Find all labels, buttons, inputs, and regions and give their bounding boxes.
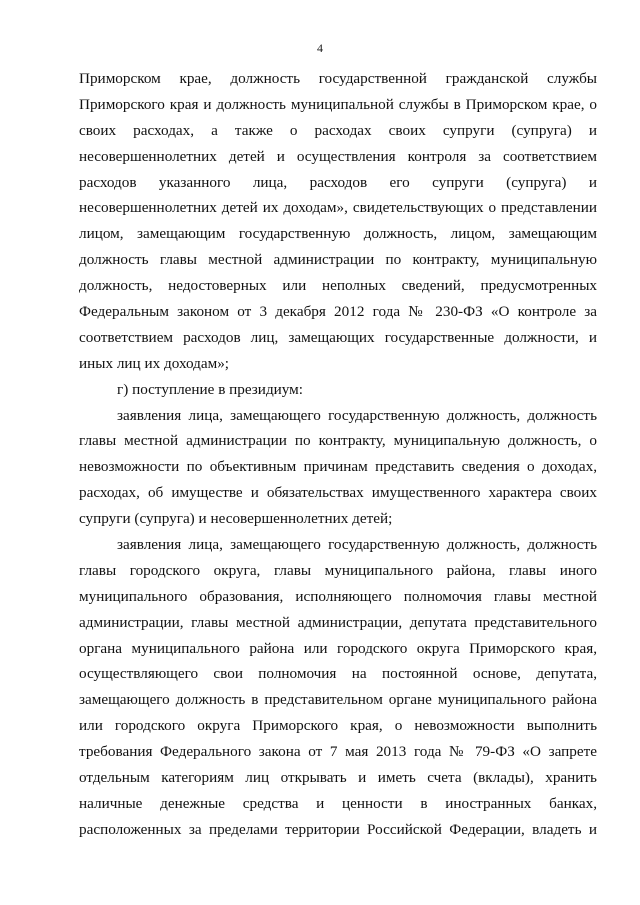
text-line: администрации, главы местной администрации, депутата представительного [79,613,597,631]
text-line: главы местной администрации по контракту, муниципальную должность, о [79,432,597,450]
text-line: иных лиц их доходам»; [79,354,230,372]
text-line: осуществляющего свои полномочия на постоянной основе, депутата, [79,665,597,683]
text-line: отдельным категориям лиц открывать и иметь счета (вклады), хранить [79,769,597,787]
text-line: заявления лица, замещающего государственную должность, должность [117,406,597,424]
text-line: заявления лица, замещающего государственную должность, должность [117,536,597,554]
text-line: г) поступление в президиум: [117,380,304,398]
text-line: Приморском крае, должность государственной гражданской службы [79,70,597,87]
text-line: должность, недостоверных или неполных сведений, предусмотренных [79,277,597,295]
text-line: или городского округа Приморского края, о невозможности выполнить [79,717,597,735]
text-line: главы городского округа, главы муниципального района, главы иного [79,561,597,579]
text-line: своих расходах, а также о расходах своих супруги (супруга) и [79,121,597,139]
text-line: Федеральным законом от 3 декабря 2012 года № 230-ФЗ «О контроле за [79,303,597,321]
text-line: невозможности по объективным причинам представить сведения о доходах, [79,458,597,476]
text-line: муниципального образования, исполняющего полномочия главы местной [79,587,597,605]
page-number: 4 [317,41,323,55]
text-line: наличные денежные средства и ценности в иностранных банках, [79,794,597,812]
text-line: несовершеннолетних детей их доходам», свидетельствующих о представлении [79,199,597,217]
text-line: лицом, замещающим государственную должность, лицом, замещающим [79,225,597,243]
text-line: супруги (супруга) и несовершеннолетних детей; [79,510,393,528]
text-line: расположенных за пределами территории Российской Федерации, владеть и [79,820,597,838]
text-line: требования Федерального закона от 7 мая 2013 года № 79-ФЗ «О запрете [79,743,597,761]
document-body [79,66,597,843]
text-line: органа муниципального района или городского округа Приморского края, [79,639,597,657]
text-line: расходов указанного лица, расходов его супруги (супруга) и [79,173,597,191]
text-line: несовершеннолетних детей и осуществления контроля за соответствием [79,147,597,165]
text-line: Приморского края и должность муниципальной службы в Приморском крае, о [79,95,597,113]
text-line: должность главы местной администрации по контракту, муниципальную [79,251,597,269]
text-line: замещающего должность в представительном органе муниципального района [79,691,597,709]
text-line: соответствием расходов лиц, замещающих государственные должности, и [79,328,597,346]
text-line: расходах, об имуществе и обязательствах имущественного характера своих [79,484,597,502]
